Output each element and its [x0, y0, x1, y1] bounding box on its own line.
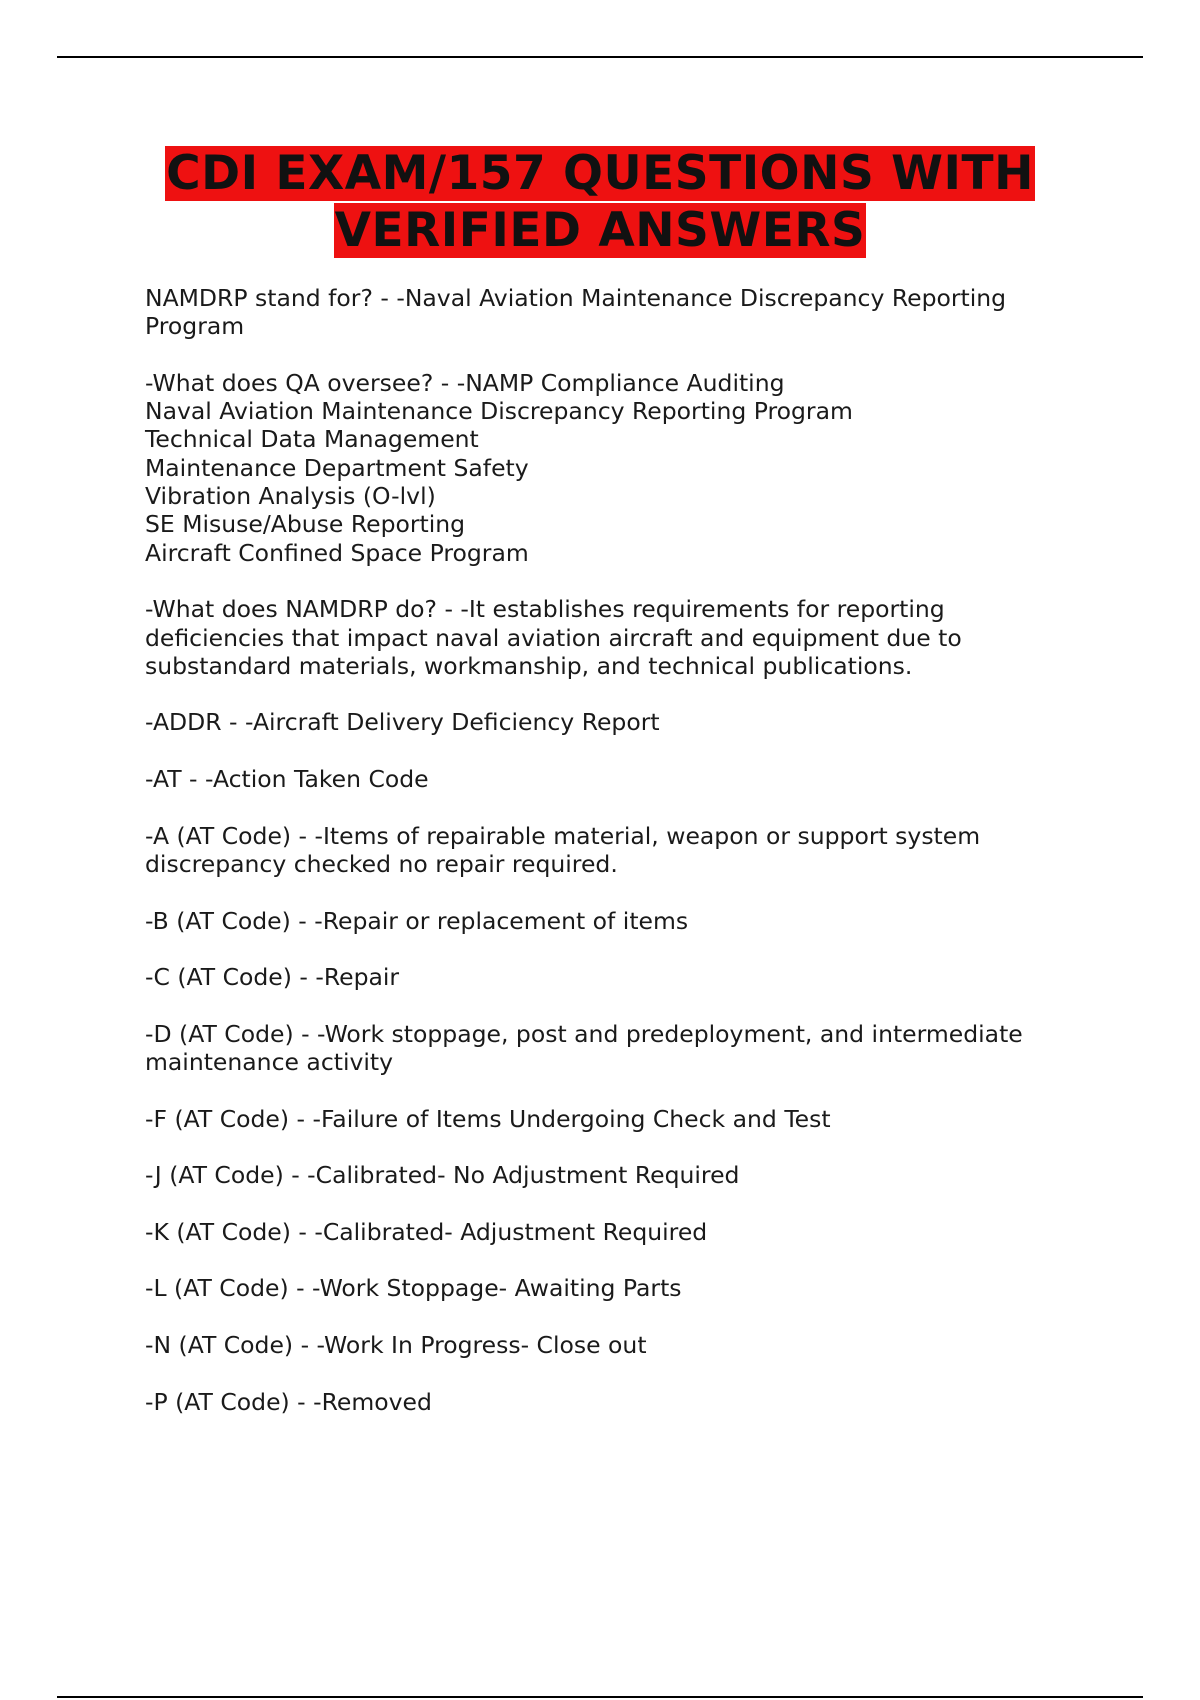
document-title-line-2: VERIFIED ANSWERS: [334, 203, 866, 258]
qa-item: [145, 963, 1075, 991]
qa-item: [145, 1020, 1075, 1077]
qa-line: -ADDR - -Aircraft Delivery Deficiency Report: [145, 708, 660, 737]
qa-item: [145, 708, 1075, 736]
qa-item: [145, 1274, 1075, 1302]
qa-line: -K (AT Code) - -Calibrated- Adjustment Required: [145, 1217, 708, 1246]
qa-line: -D (AT Code) - -Work stoppage, post and predeployment, and intermediate: [145, 1019, 1023, 1048]
qa-item: [145, 765, 1075, 793]
document-title-line-1: CDI EXAM/157 QUESTIONS WITH: [166, 146, 1034, 201]
qa-line: NAMDRP stand for? - -Naval Aviation Maintenance Discrepancy Reporting: [145, 284, 1007, 312]
qa-line: -F (AT Code) - -Failure of Items Undergoing Check and Test: [145, 1104, 831, 1133]
qa-line: deficiencies that impact naval aviation aircraft and equipment due to: [145, 623, 962, 652]
qa-item: [145, 1161, 1075, 1189]
qa-line: -C (AT Code) - -Repair: [145, 963, 400, 992]
qa-line: Naval Aviation Maintenance Discrepancy Reporting Program: [145, 397, 853, 426]
qa-line: -What does NAMDRP do? - -It establishes requirements for reporting: [145, 595, 945, 624]
qa-item: [145, 1388, 1075, 1416]
qa-item: [145, 1331, 1075, 1359]
qa-item: [145, 1218, 1075, 1246]
qa-line: Technical Data Management: [145, 425, 479, 454]
qa-line: -L (AT Code) - -Work Stoppage- Awaiting Parts: [145, 1274, 682, 1303]
qa-list: [145, 284, 1075, 1444]
top-rule: [57, 56, 1143, 58]
qa-line: -N (AT Code) - -Work In Progress- Close out: [145, 1330, 647, 1359]
qa-line: Program: [145, 312, 245, 341]
qa-item: [145, 1105, 1075, 1133]
qa-line: SE Misuse/Abuse Reporting: [145, 510, 466, 539]
qa-line: maintenance activity: [145, 1048, 394, 1077]
qa-line: -B (AT Code) - -Repair or replacement of items: [145, 906, 689, 935]
qa-line: discrepancy checked no repair required.: [145, 849, 618, 878]
qa-line: Maintenance Department Safety: [145, 453, 529, 482]
qa-line: -AT - -Action Taken Code: [145, 765, 429, 794]
qa-line: Vibration Analysis (O-lvl): [145, 482, 436, 511]
qa-item: [145, 595, 1075, 680]
qa-line: substandard materials, workmanship, and technical publications.: [145, 651, 913, 680]
bottom-rule: [57, 1696, 1143, 1698]
qa-item: [145, 822, 1075, 879]
document-title: [0, 145, 1200, 259]
qa-line: -J (AT Code) - -Calibrated- No Adjustment Required: [145, 1161, 740, 1190]
qa-line: -P (AT Code) - -Removed: [145, 1387, 432, 1416]
qa-item: [145, 369, 1075, 567]
qa-item: [145, 907, 1075, 935]
qa-line: Aircraft Confined Space Program: [145, 538, 529, 567]
qa-line: -A (AT Code) - -Items of repairable material, weapon or support system: [145, 821, 981, 850]
qa-line: -What does QA oversee? - -NAMP Compliance Auditing: [145, 368, 785, 397]
qa-item: [145, 284, 1075, 341]
